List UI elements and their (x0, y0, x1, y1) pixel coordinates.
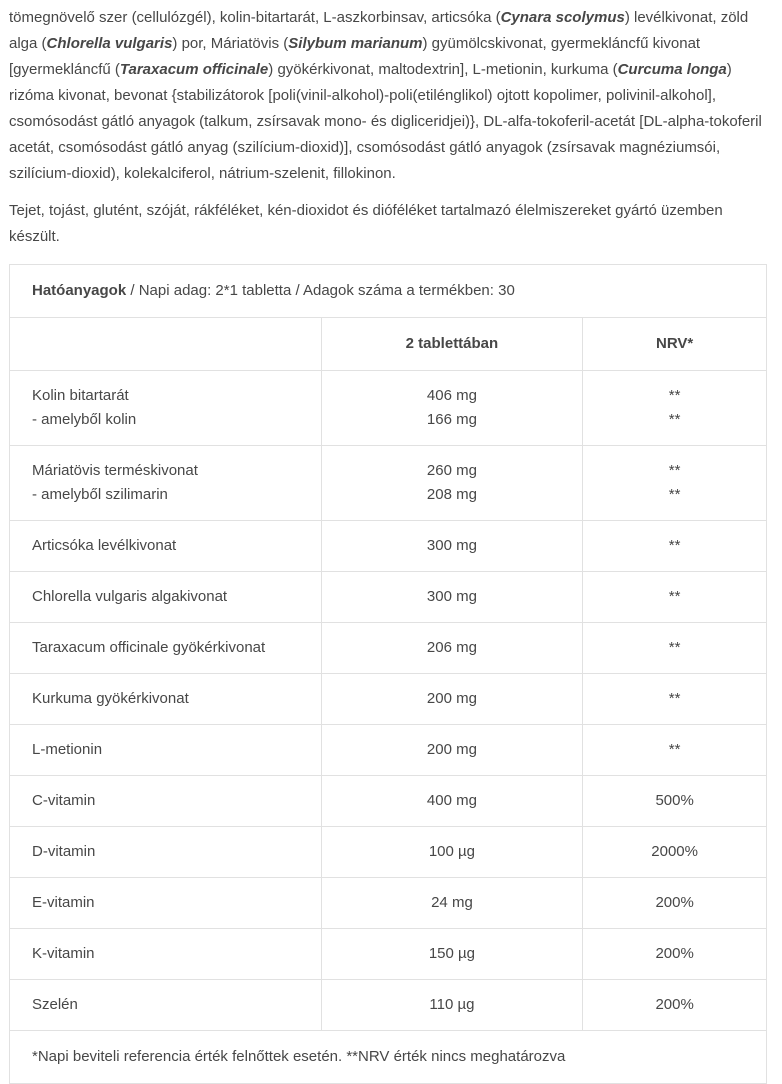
cell-line: ** (668, 741, 681, 758)
amount-cell (321, 725, 583, 776)
ingredient-text: ) gyümölcskivonat, gyermekláncfű kivonat [gyermekláncfű ( (9, 35, 701, 78)
nrv-cell (583, 878, 767, 929)
amount-cell (321, 623, 583, 674)
amount-cell (321, 572, 583, 623)
cell-line: 400 mg (426, 792, 477, 809)
ingredient-name-cell (10, 827, 322, 878)
table-title-rest: / Napi adag: 2*1 tabletta / Adagok száma a termékben: 30 (126, 282, 515, 299)
table-row (10, 446, 767, 521)
ingredient-name-cell (10, 623, 322, 674)
cell-line: 200% (655, 894, 694, 911)
nrv-cell (583, 725, 767, 776)
ingredient-text: tömegnövelő szer (cellulózgél), kolin-bitartarát, L-aszkorbinsav, articsóka ( (9, 9, 501, 26)
cell-line: 500% (655, 792, 694, 809)
active-ingredients-table (9, 264, 767, 1084)
cell-line: 200 mg (426, 741, 477, 758)
ingredient-name-cell (10, 878, 322, 929)
table-row (10, 521, 767, 572)
allergen-note: Tejet, tojást, glutént, szóját, rákféléket, kén-dioxidot és dióféléket tartalmazó élelmiszereket gyártó üzemben készült. (9, 202, 723, 245)
cell-line: ** (668, 588, 681, 605)
ingredient-name-cell (10, 980, 322, 1031)
cell-line: 100 µg (428, 843, 476, 860)
cell-line: 2000% (651, 843, 698, 860)
nrv-cell (583, 623, 767, 674)
cell-line: Kurkuma gyökérkivonat (32, 690, 189, 707)
cell-line: 300 mg (426, 537, 477, 554)
cell-line: ** (668, 639, 681, 656)
latin-name-text: Taraxacum officinale (119, 61, 269, 78)
cell-line: ** (668, 537, 681, 554)
cell-line: 166 mg (426, 411, 477, 428)
table-row (10, 878, 767, 929)
table-row (10, 980, 767, 1031)
nrv-cell (583, 827, 767, 878)
ingredient-name-cell (10, 521, 322, 572)
ingredient-name-cell (10, 776, 322, 827)
amount-cell (321, 521, 583, 572)
column-header-empty (10, 318, 322, 371)
ingredient-name-cell (10, 572, 322, 623)
cell-line: - amelyből szilimarin (32, 486, 168, 503)
ingredient-name-cell (10, 725, 322, 776)
amount-cell (321, 674, 583, 725)
table-title-row (10, 265, 767, 318)
latin-name-text: Chlorella vulgaris (46, 35, 173, 52)
cell-line: 200% (655, 945, 694, 962)
table-row (10, 572, 767, 623)
amount-cell (321, 878, 583, 929)
cell-line: 24 mg (431, 894, 473, 911)
column-header-amount: 2 tablettában (321, 318, 583, 371)
cell-line: 206 mg (426, 639, 477, 656)
ingredients-paragraph (9, 5, 773, 187)
amount-cell (321, 929, 583, 980)
cell-line: ** (668, 486, 681, 503)
cell-line: 208 mg (426, 486, 477, 503)
table-title-bold: Hatóanyagok (32, 282, 127, 299)
nrv-cell (583, 929, 767, 980)
table-row (10, 929, 767, 980)
table-title-cell (10, 265, 767, 318)
table-row (10, 371, 767, 446)
nrv-cell (583, 980, 767, 1031)
ingredient-name-cell (10, 674, 322, 725)
ingredient-name-cell (10, 371, 322, 446)
ingredient-text: ) levélkivonat, zöld alga ( (9, 9, 749, 52)
nrv-cell (583, 446, 767, 521)
table-row (10, 725, 767, 776)
nrv-cell (583, 371, 767, 446)
cell-line: ** (668, 690, 681, 707)
cell-line: ** (668, 411, 681, 428)
cell-line: C-vitamin (32, 792, 96, 809)
cell-line: 110 µg (429, 996, 475, 1013)
column-header-row (10, 318, 767, 371)
nrv-cell (583, 572, 767, 623)
latin-name-text: Silybum marianum (288, 35, 423, 52)
footnote-row (10, 1031, 767, 1084)
table-row (10, 674, 767, 725)
table-row (10, 776, 767, 827)
footnote-text: *Napi beviteli referencia érték felnőttek esetén. **NRV érték nincs meghatározva (32, 1048, 566, 1065)
cell-line: Chlorella vulgaris algakivonat (32, 588, 228, 605)
ingredient-text: ) por, Máriatövis ( (172, 35, 289, 52)
cell-line: 260 mg (426, 462, 477, 479)
table-row (10, 827, 767, 878)
latin-name-text: Curcuma longa (617, 61, 727, 78)
cell-line: Articsóka levélkivonat (32, 537, 177, 554)
cell-line: Szelén (32, 996, 78, 1013)
ingredient-name-cell (10, 446, 322, 521)
table-body (10, 371, 767, 1031)
cell-line: ** (668, 462, 681, 479)
cell-line: - amelyből kolin (32, 411, 137, 428)
table-row (10, 623, 767, 674)
cell-line: 300 mg (426, 588, 477, 605)
nrv-cell (583, 776, 767, 827)
cell-line: ** (668, 387, 681, 404)
cell-line: K-vitamin (32, 945, 95, 962)
ingredient-text: ) rizóma kivonat, bevonat {stabilizátorok [poli(vinil-alkohol)-poli(etilénglikol) ojtott kopolimer, polivinil-alkohol], csomósodást gátló anyagok (talkum, zsírsavak mono- és digliceridjei)}, DL-alfa-tokoferil-acetát [DL-alpha-tokoferil acetát, csomósodást gátló anyag (szilícium-dioxid)], csomósodást gátló anyagok (zsírsavak magnéziumsói, szilícium-dioxid), kolekalciferol, nátrium-szelenit, fillokinon. (9, 61, 762, 182)
cell-line: D-vitamin (32, 843, 96, 860)
cell-line: 200% (655, 996, 694, 1013)
amount-cell (321, 446, 583, 521)
cell-line: L-metionin (32, 741, 103, 758)
column-header-nrv: NRV* (583, 318, 767, 371)
cell-line: 200 mg (426, 690, 477, 707)
cell-line: 150 µg (428, 945, 476, 962)
amount-cell (321, 371, 583, 446)
amount-cell (321, 776, 583, 827)
cell-line: Taraxacum officinale gyökérkivonat (32, 639, 266, 656)
cell-line: Kolin bitartarát (32, 387, 129, 404)
ingredient-text: ) gyökérkivonat, maltodextrin], L-metionin, kurkuma ( (268, 61, 618, 78)
cell-line: E-vitamin (32, 894, 95, 911)
nrv-cell (583, 521, 767, 572)
ingredient-name-cell (10, 929, 322, 980)
amount-cell (321, 827, 583, 878)
latin-name-text: Cynara scolymus (500, 9, 625, 26)
cell-line: 406 mg (426, 387, 477, 404)
nrv-cell (583, 674, 767, 725)
amount-cell (321, 980, 583, 1031)
cell-line: Máriatövis terméskivonat (32, 462, 198, 479)
